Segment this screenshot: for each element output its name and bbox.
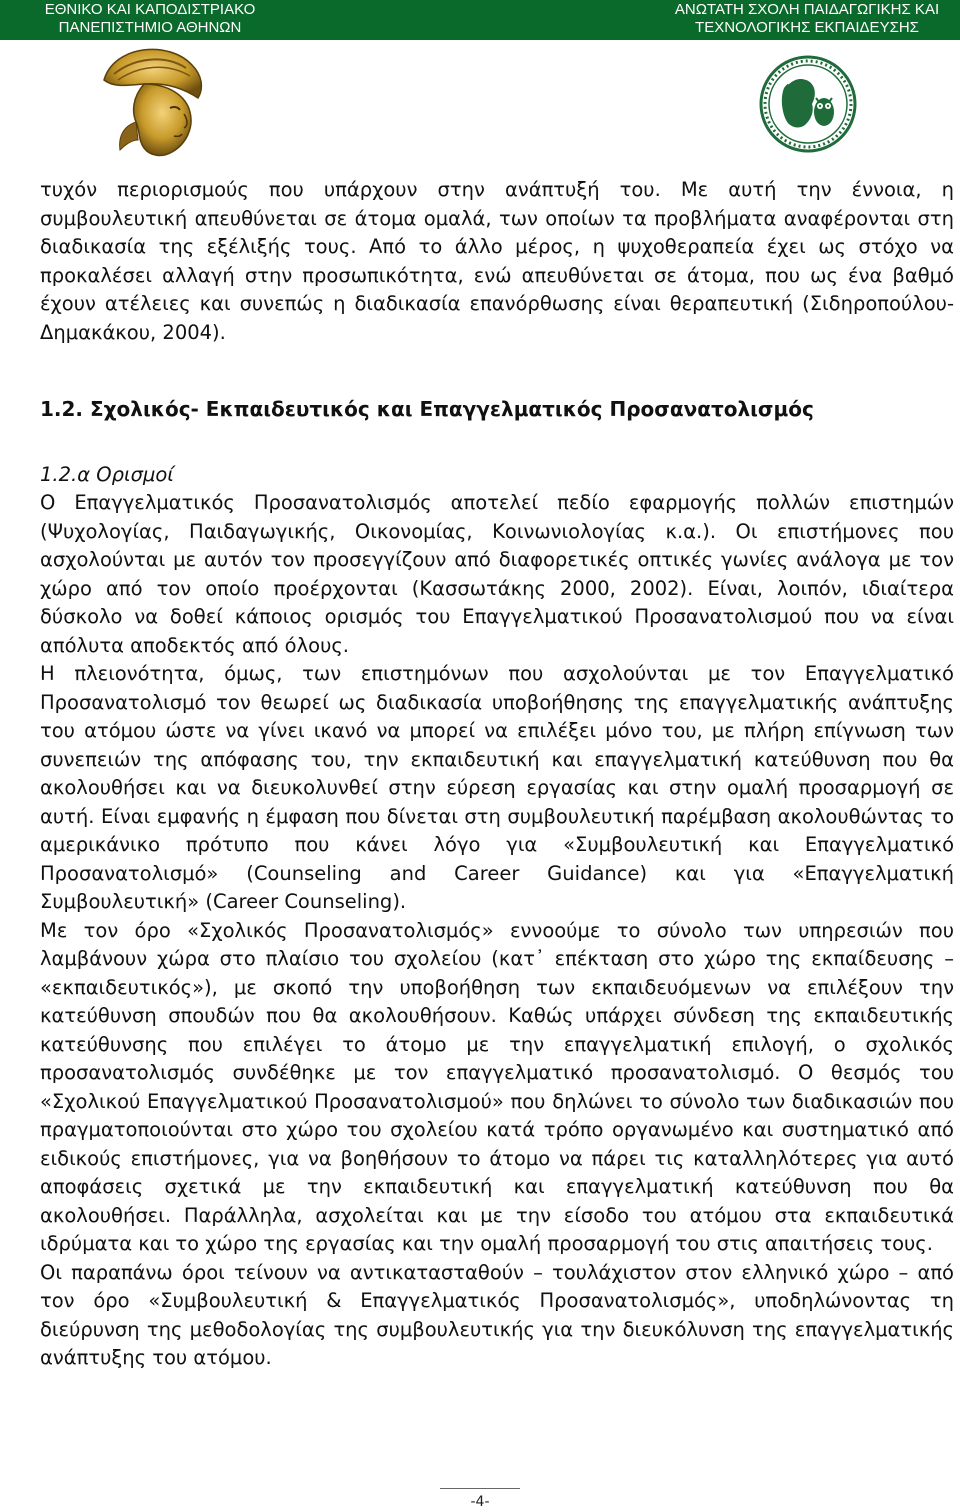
athena-owl-seal-logo-icon [758,54,858,154]
footer-divider [440,1488,520,1489]
paragraph-terms-replacement: Οι παραπάνω όροι τείνουν να αντικατασταθούν – τουλάχιστον στον ελληνικό χώρο – από τον όρο «Συμβουλευτική & Επαγγελματικός Προσανατολισμός», υποδηλώνοντας τη διεύρυνση της μεθοδολογίας της συμβουλευτικής για την διευκόλυνση της επαγγελματικής ανάπτυξης του ατόμου. [40,1260,954,1369]
document-body [40,176,954,1373]
intro-paragraph: τυχόν περιορισμούς που υπάρχουν στην ανάπτυξή του. Με αυτή την έννοια, η συμβουλευτική απευθύνεται σε άτομα ομαλά, των οποίων τα προβλήματα αναφέρονται στη διαδικασία της εξέλιξής τους. Από το άλλο μέρος, η ψυχοθεραπεία έχει ως στόχο να προκαλέσει αλλαγή στην προσωπικότητα, ενώ απευθύνεται σε άτομα, που ως ένα βαθμό έχουν ατέλειες και συνεπώς η διαδικασία επανόρθωσης είναι θεραπευτική (Σιδηροπούλου-Δημακάκου, 2004). [40,178,954,344]
university-name [20,1,280,37]
school-name-line-1: ΑΝΩΤΑΤΗ ΣΧΟΛΗ ΠΑΙΔΑΓΩΓΙΚΗΣ ΚΑΙ [674,1,940,18]
university-name-line-1: ΕΘΝΙΚΟ ΚΑΙ ΚΑΠΟΔΙΣΤΡΙΑΚΟ [44,1,256,18]
school-name [672,1,942,37]
paragraph-definitions: Ο Επαγγελματικός Προσανατολισμός αποτελεί πεδίο εφαρμογής πολλών επιστημών (Ψυχολογίας, Παιδαγωγικής, Οικονομίας, Κοινωνιολογίας κ.α.). Οι επιστήμονες που ασχολούνται με αυτόν τον προσεγγίζουν από διαφορετικές οπτικές γωνίες ανάλογα με τον χώρο από τον οποίο προέρχονται (Κασσωτάκης 2000, 2002). Είναι, λοιπόν, ιδιαίτερα δύσκολο να δοθεί κάποιος ορισμός του Επαγγελματικού Προσανατολισμού που να είναι απόλυτα αποδεκτός από όλους. [40,491,954,657]
school-name-line-2: ΤΕΧΝΟΛΟΓΙΚΗΣ ΕΚΠΑΙΔΕΥΣΗΣ [695,19,919,36]
paragraph-school-guidance: Με τον όρο «Σχολικός Προσανατολισμός» εννοούμε το σύνολο των υπηρεσιών που λαμβάνουν χώρα στο πλαίσιο του σχολείου (κατ᾽ επέκταση στο χώρο της εκπαίδευσης – «εκπαιδευτικός»), με σκοπό την υποβοήθηση των εκπαιδευόμενων να επιλέξουν την κατεύθυνση σπουδών που θα ακολουθήσουν. Καθώς υπάρχει σύνδεση της εκπαιδευτικής κατεύθυνσης που επιλέγει το άτομο με την επαγγελματική επιλογή, ο σχολικός προσανατολισμός συνδέθηκε με τον επαγγελματικό προσανατολισμό. Ο θεσμός του «Σχολικού Επαγγελματικού Προσανατολισμού» που δηλώνει το σύνολο των διαδικασιών που πραγματοποιούνται στο χώρο του σχολείου κατά τρόπο οργανωμένο και συστηματικό από ειδικούς επιστήμονες, για να βοηθήσουν το άτομο να πάρει τις καταλληλότερες για αυτό αποφάσεις σχετικά με την εκπαιδευτική και επαγγελματική κατεύθυνση που θα ακολουθήσει. Παράλληλα, ασχολείται και με την είσοδο του ατόμου στα εκπαιδευτικά ιδρύματα και το χώρο της εργασίας και την ομαλή προσαρμογή του στις απαιτήσεις τους. [40,918,954,1255]
subsection-heading: 1.2.α Ορισμοί [40,463,174,486]
paragraph-majority-view: Η πλειονότητα, όμως, των επιστημόνων που ασχολούνται με τον Επαγγελματικό Προσανατολισμό τον θεωρεί ως διαδικασία υποβοήθησης της επαγγελματικής ανάπτυξης του ατόμου ώστε να γίνει ικανό να μπορεί να επιλέξει μόνο του, με πλήρη επίγνωση των συνεπειών της απόφασης του, την εκπαιδευτική και επαγγελματική κατεύθυνση που θα ακολουθήσει και να διευκολυνθεί στην εύρεση εργασίας και στην ομαλή προσαρμογή σε αυτή. Είναι εμφανής η έμφαση που δίνεται στη συμβουλευτική παρέμβαση ακολουθώντας το αμερικάνικο πρότυπο που κάνει λόγο για «Συμβουλευτική και Επαγγελματικό Προσανατολισμό» (Counseling and Career Guidance) και για «Επαγγελματική Συμβουλευτική» (Career Counseling). [40,662,954,913]
athena-head-logo-icon [74,40,224,160]
university-name-line-2: ΠΑΝΕΠΙΣΤΗΜΙΟ ΑΘΗΝΩΝ [58,19,242,36]
section-heading: 1.2. Σχολικός- Εκπαιδευτικός και Επαγγελματικός Προσανατολισμός [40,397,814,421]
page-number: -4- [470,1494,490,1510]
